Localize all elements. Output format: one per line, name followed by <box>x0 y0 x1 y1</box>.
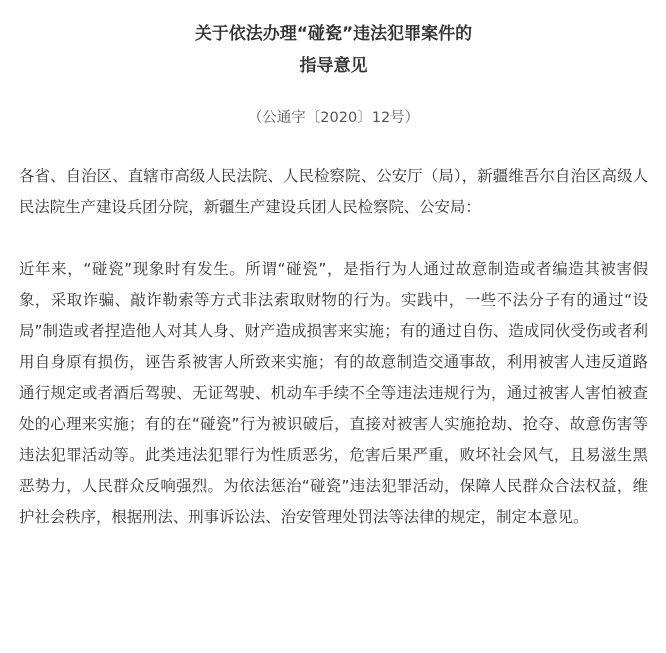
salutation-paragraph: 各省、自治区、直辖市高级人民法院、人民检察院、公安厅（局），新疆维吾尔自治区高级人民法院生产建设兵团分院，新疆生产建设兵团人民检察院、公安局： <box>19 167 648 216</box>
document-number: （公通字〔2020〕12号） <box>247 110 420 126</box>
document-title <box>19 18 648 82</box>
title-line-2: 指导意见 <box>299 56 368 76</box>
title-line-1: 关于依法办理“碰瓷”违法犯罪案件的 <box>194 24 473 44</box>
body-paragraph-1: 近年来，“碰瓷”现象时有发生。所谓“碰瓷”，是指行为人通过故意制造或者编造其被害假象，采取诈骗、敲诈勒索等方式非法索取财物的行为。实践中，一些不法分子有的通过“设局”制造或者捏造他人对其人身、财产造成损害来实施；有的通过自伤、造成同伙受伤或者利用自身原有损伤，诬告系被害人所致来实施；有的故意制造交通事故，利用被害人违反道路通行规定或者酒后驾驶、无证驾驶、机动车手续不全等违法违规行为，通过被害人害怕被查处的心理来实施；有的在“碰瓷”行为被识破后，直接对被害人实施抢劫、抢夺、故意伤害等违法犯罪活动等。此类违法犯罪行为性质恶劣，危害后果严重，败坏社会风气，且易滋生黑恶势力，人民群众反响强烈。为依法惩治“碰瓷”违法犯罪活动，保障人民群众合法权益，维护社会秩序，根据刑法、刑事诉讼法、治安管理处罚法等法律的规定，制定本意见。 <box>19 260 648 526</box>
